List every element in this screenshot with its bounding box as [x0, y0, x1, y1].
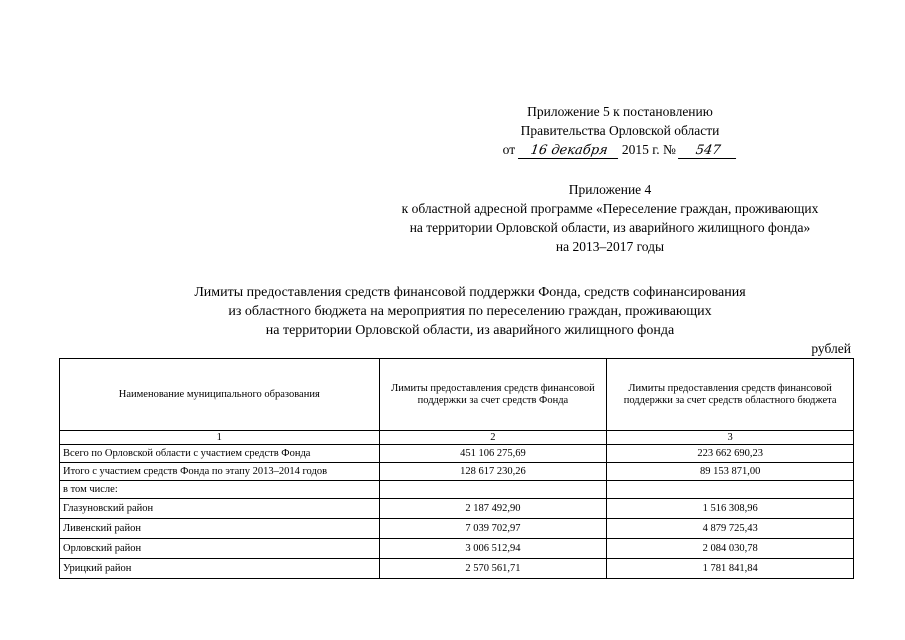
row-fund-value: 7 039 702,97 — [379, 519, 607, 539]
appendix-5-date-line — [455, 140, 785, 159]
row-fund-value: 451 106 275,69 — [379, 445, 607, 463]
column-number: 2 — [379, 431, 607, 445]
row-budget-value: 4 879 725,43 — [607, 519, 854, 539]
column-number: 3 — [607, 431, 854, 445]
row-name: Ливенский район — [60, 519, 380, 539]
appendix-4-line-2: к областной адресной программе «Переселение граждан, проживающих — [401, 201, 819, 216]
row-name: Орловский район — [60, 539, 380, 559]
row-name: Итого с участием средств Фонда по этапу 2013–2014 годов — [60, 463, 380, 481]
column-number: 1 — [60, 431, 380, 445]
title-line-3: на территории Орловской области, из аварийного жилищного фонда — [265, 323, 675, 338]
row-name: Глазуновский район — [60, 499, 380, 519]
row-budget-value: 223 662 690,23 — [607, 445, 854, 463]
row-fund-value — [379, 481, 607, 499]
appendix-4-line-4: на 2013–2017 годы — [555, 239, 665, 254]
header-municipality: Наименование муниципального образования — [60, 359, 380, 431]
appendix-4-line-3: на территории Орловской области, из аварийного жилищного фонда» — [409, 220, 811, 235]
row-name: в том числе: — [60, 481, 380, 499]
appendix-5-line-1: Приложение 5 к постановлению — [527, 104, 713, 119]
table-row — [60, 519, 854, 539]
table-row — [60, 463, 854, 481]
table-row — [60, 481, 854, 499]
document-title — [120, 283, 820, 340]
row-budget-value: 1 516 308,96 — [607, 499, 854, 519]
column-number-row — [60, 431, 854, 445]
header-budget-limits: Лимиты предоставления средств финансовой поддержки за счет средств областного бюджета — [607, 359, 854, 431]
row-fund-value: 128 617 230,26 — [379, 463, 607, 481]
row-name: Урицкий район — [60, 559, 380, 579]
date-suffix: 2015 г. № — [621, 142, 676, 157]
limits-table — [59, 358, 854, 579]
appendix-5-line-2: Правительства Орловской области — [520, 123, 720, 138]
row-budget-value — [607, 481, 854, 499]
header-fund-limits: Лимиты предоставления средств финансовой поддержки за счет средств Фонда — [379, 359, 607, 431]
table-row — [60, 445, 854, 463]
appendix-4-header — [380, 180, 840, 256]
table-row — [60, 559, 854, 579]
appendix-5-header — [455, 102, 785, 159]
row-budget-value: 89 153 871,00 — [607, 463, 854, 481]
table-header-row — [60, 359, 854, 431]
date-prefix: от — [502, 142, 516, 157]
handwritten-number: 547 — [678, 144, 738, 159]
row-fund-value: 3 006 512,94 — [379, 539, 607, 559]
handwritten-date: 16 декабря — [517, 144, 619, 159]
row-fund-value: 2 570 561,71 — [379, 559, 607, 579]
table-row — [60, 499, 854, 519]
title-line-2: из областного бюджета на мероприятия по переселению граждан, проживающих — [228, 304, 712, 319]
table-row — [60, 539, 854, 559]
row-budget-value: 2 084 030,78 — [607, 539, 854, 559]
title-line-1: Лимиты предоставления средств финансовой поддержки Фонда, средств софинансирования — [194, 285, 746, 300]
row-name: Всего по Орловской области с участием средств Фонда — [60, 445, 380, 463]
row-fund-value: 2 187 492,90 — [379, 499, 607, 519]
appendix-4-line-1: Приложение 4 — [568, 182, 652, 197]
row-budget-value: 1 781 841,84 — [607, 559, 854, 579]
units-label: рублей — [811, 341, 851, 356]
